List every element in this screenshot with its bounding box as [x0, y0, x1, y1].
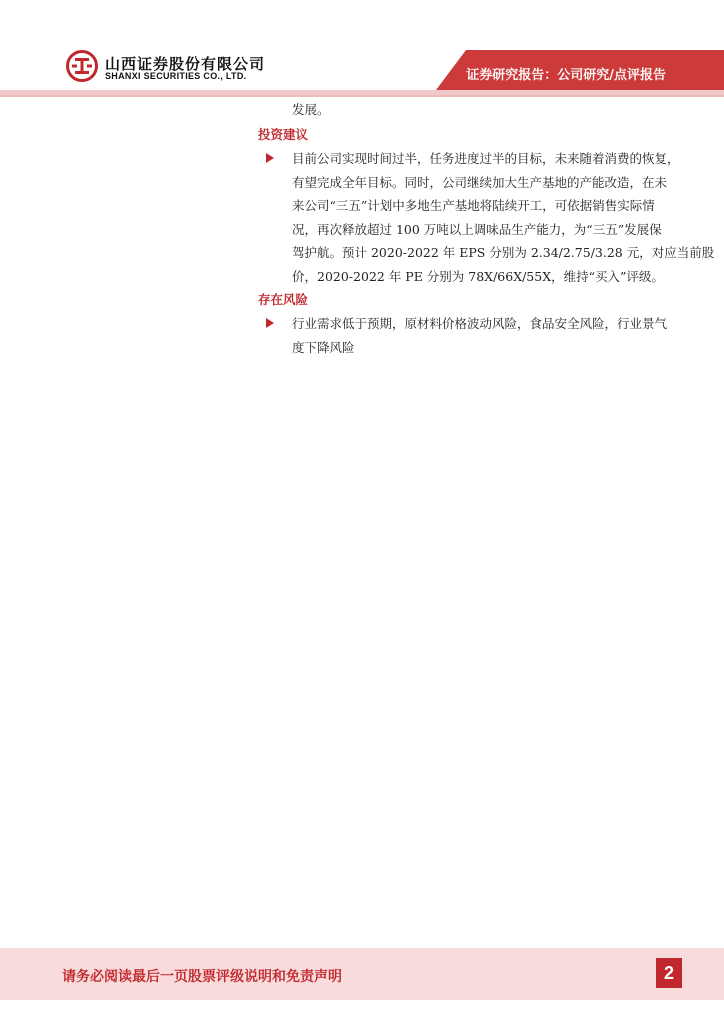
risk-bullet: [258, 312, 684, 359]
paragraph-line: 度下降风险: [292, 339, 355, 355]
disclaimer-text: 请务必阅读最后一页股票评级说明和免责声明: [62, 969, 342, 985]
bullet-arrow-icon: [266, 318, 274, 328]
page-header: [0, 0, 724, 100]
paragraph-line: 行业需求低于预期，原材料价格波动风险，食品安全风险，行业景气: [292, 316, 668, 331]
paragraph-line: 有望完成全年目标。同时，公司继续加大生产基地的产能改造，在未: [292, 174, 668, 190]
company-name-cn: 山西证券股份有限公司: [105, 55, 266, 73]
bullet-arrow-icon: [266, 153, 274, 163]
investment-section-title: 投资建议: [258, 127, 309, 142]
company-name-en: SHANXI SECURITIES CO., LTD.: [105, 71, 247, 81]
risk-section-title: 存在风险: [258, 292, 309, 307]
paragraph-line: 况，再次释放超过 100 万吨以上调味品生产能力，为“三五”发展保: [292, 221, 662, 237]
paragraph-line: 目前公司实现时间过半，任务进度过半的目标，未来随着消费的恢复，: [292, 151, 680, 166]
paragraph-line: 价，2020-2022 年 PE 分别为 78X/66X/55X，维持“买入”评级。: [292, 268, 664, 284]
report-type-label: 证券研究报告：公司研究/点评报告: [466, 68, 666, 83]
shanxi-securities-logo-icon: [66, 50, 98, 82]
paragraph-line: 驾护航。预计 2020-2022 年 EPS 分别为 2.34/2.75/3.28 元，对应当前股: [292, 245, 715, 260]
page-number: 2: [656, 958, 682, 988]
paragraph-line: 来公司“三五”计划中多地生产基地将陆续开工，可依据销售实际情: [292, 198, 655, 213]
main-content: [258, 98, 715, 359]
page-footer: [0, 948, 724, 1000]
header-banner: [0, 0, 724, 100]
continuation-text: 发展。: [292, 102, 330, 117]
investment-bullet: [258, 147, 715, 288]
